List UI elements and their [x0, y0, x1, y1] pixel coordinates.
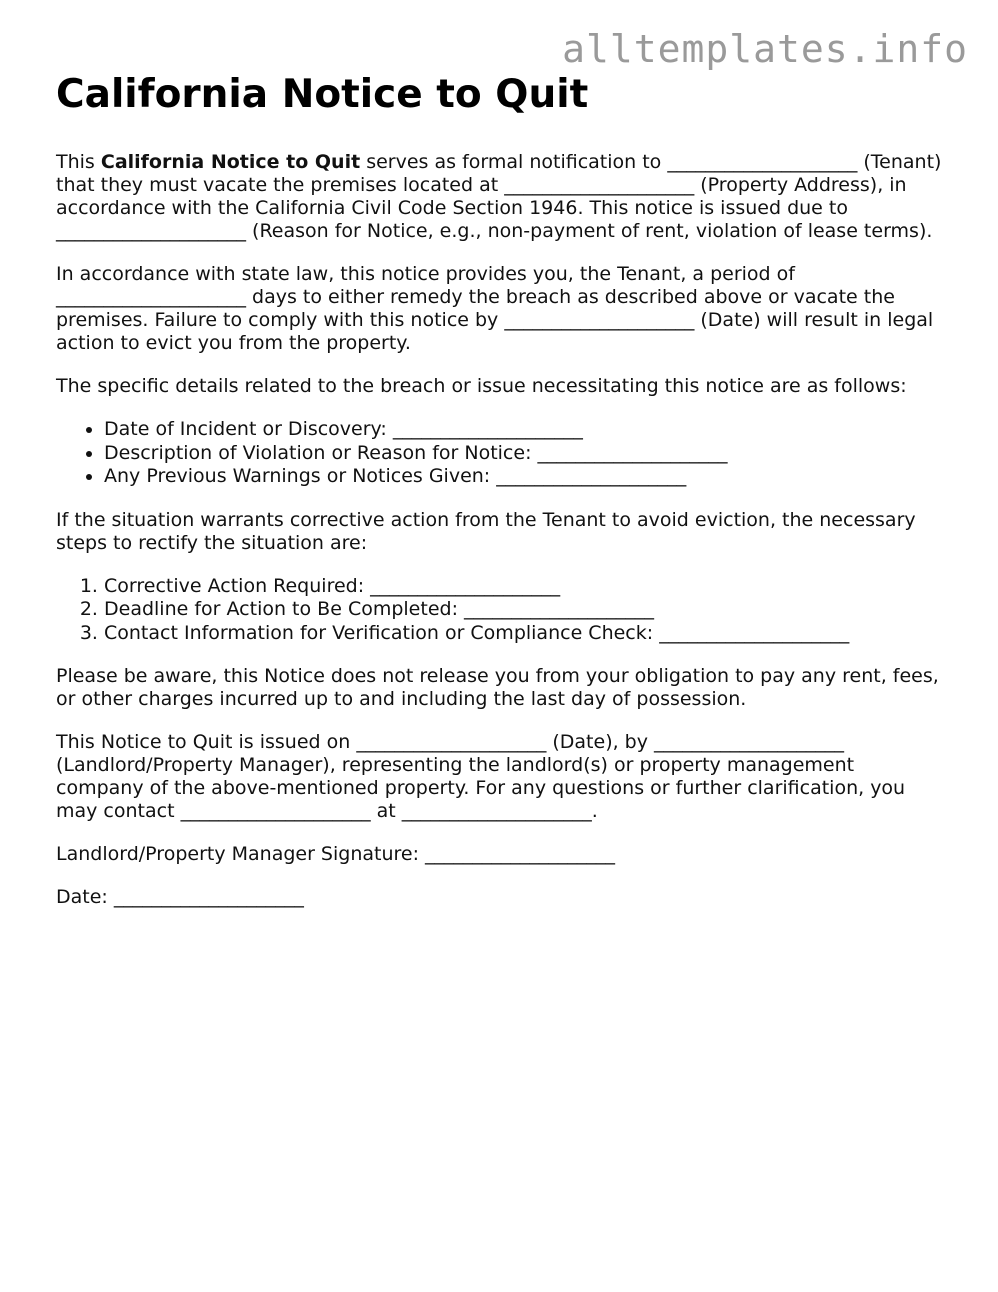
- signature-line: Landlord/Property Manager Signature: ____________________: [56, 843, 616, 865]
- watermark: alltemplates.info: [562, 27, 968, 71]
- notice-document: [56, 72, 946, 929]
- tenant-name-blank[interactable]: ____________________: [667, 151, 858, 173]
- corrective-steps-list: [56, 575, 946, 646]
- period-paragraph: In accordance with state law, this notice provides you, the Tenant, a period of ____________________ days to either remedy the breach as described above or vacate the premises. Failure to comply with this notice by ____________________ (Date) will result in legal action to evict you from the property.: [56, 263, 934, 354]
- notice-name: California Notice to Quit: [100, 151, 361, 173]
- details-intro: The specific details related to the breach or issue necessitating this notice are as follows:: [56, 375, 907, 397]
- corrective-action-blank[interactable]: ____________________: [370, 574, 561, 597]
- issuance-paragraph: This Notice to Quit is issued on ____________________ (Date), by ____________________ (Landlord/Property Manager), representing the landlord(s) or property management company of the above-mentioned property. For any questions or further clarification, you may contact ____________________ at ____________________.: [56, 731, 906, 822]
- list-item: 1. Corrective Action Required: ____________________: [104, 575, 946, 599]
- list-item: • Date of Incident or Discovery: ____________________: [104, 418, 946, 442]
- contact-info-blank[interactable]: ____________________: [659, 621, 850, 644]
- breach-details-list: [56, 418, 946, 489]
- list-item: 3. Contact Information for Verification or Compliance Check: ____________________: [104, 622, 946, 646]
- list-item: • Any Previous Warnings or Notices Given: ____________________: [104, 465, 946, 489]
- obligation-paragraph: Please be aware, this Notice does not release you from your obligation to pay any rent, fees, or other charges incurred up to and including the last day of possession.: [56, 665, 939, 710]
- corrective-intro: If the situation warrants corrective action from the Tenant to avoid eviction, the necessary steps to rectify the situation are:: [56, 508, 916, 554]
- violation-description-blank[interactable]: ____________________: [537, 441, 728, 464]
- contact-name-blank[interactable]: ____________________: [180, 800, 371, 822]
- list-item: • Description of Violation or Reason for Notice: ____________________: [104, 442, 946, 466]
- property-address-blank[interactable]: ____________________: [504, 174, 695, 196]
- days-blank[interactable]: ____________________: [56, 286, 246, 308]
- list-item: 2. Deadline for Action to Be Completed: ____________________: [104, 598, 946, 622]
- landlord-name-blank[interactable]: ____________________: [654, 731, 845, 753]
- signature-blank[interactable]: ____________________: [425, 843, 616, 865]
- action-deadline-blank[interactable]: ____________________: [464, 598, 655, 620]
- signature-date-blank[interactable]: ____________________: [113, 886, 304, 908]
- reason-blank[interactable]: ____________________: [56, 220, 246, 242]
- deadline-date-blank[interactable]: ____________________: [504, 309, 695, 331]
- intro-paragraph: This California Notice to Quit serves as formal notification to ____________________ (Tenant) that they must vacate the premises located at ____________________ (Property Address), in accordance with the California Civil Code Section 1946. This notice is issued due to ____________________ (Reason for Notice, e.g., non-payment of rent, violation of lease terms).: [56, 151, 942, 242]
- date-line: Date: ____________________: [56, 886, 304, 908]
- previous-warnings-blank[interactable]: ____________________: [496, 465, 687, 487]
- contact-method-blank[interactable]: ____________________: [401, 800, 592, 822]
- document-title: California Notice to Quit: [56, 72, 589, 117]
- issue-date-blank[interactable]: ____________________: [356, 731, 547, 753]
- incident-date-blank[interactable]: ____________________: [392, 418, 583, 440]
